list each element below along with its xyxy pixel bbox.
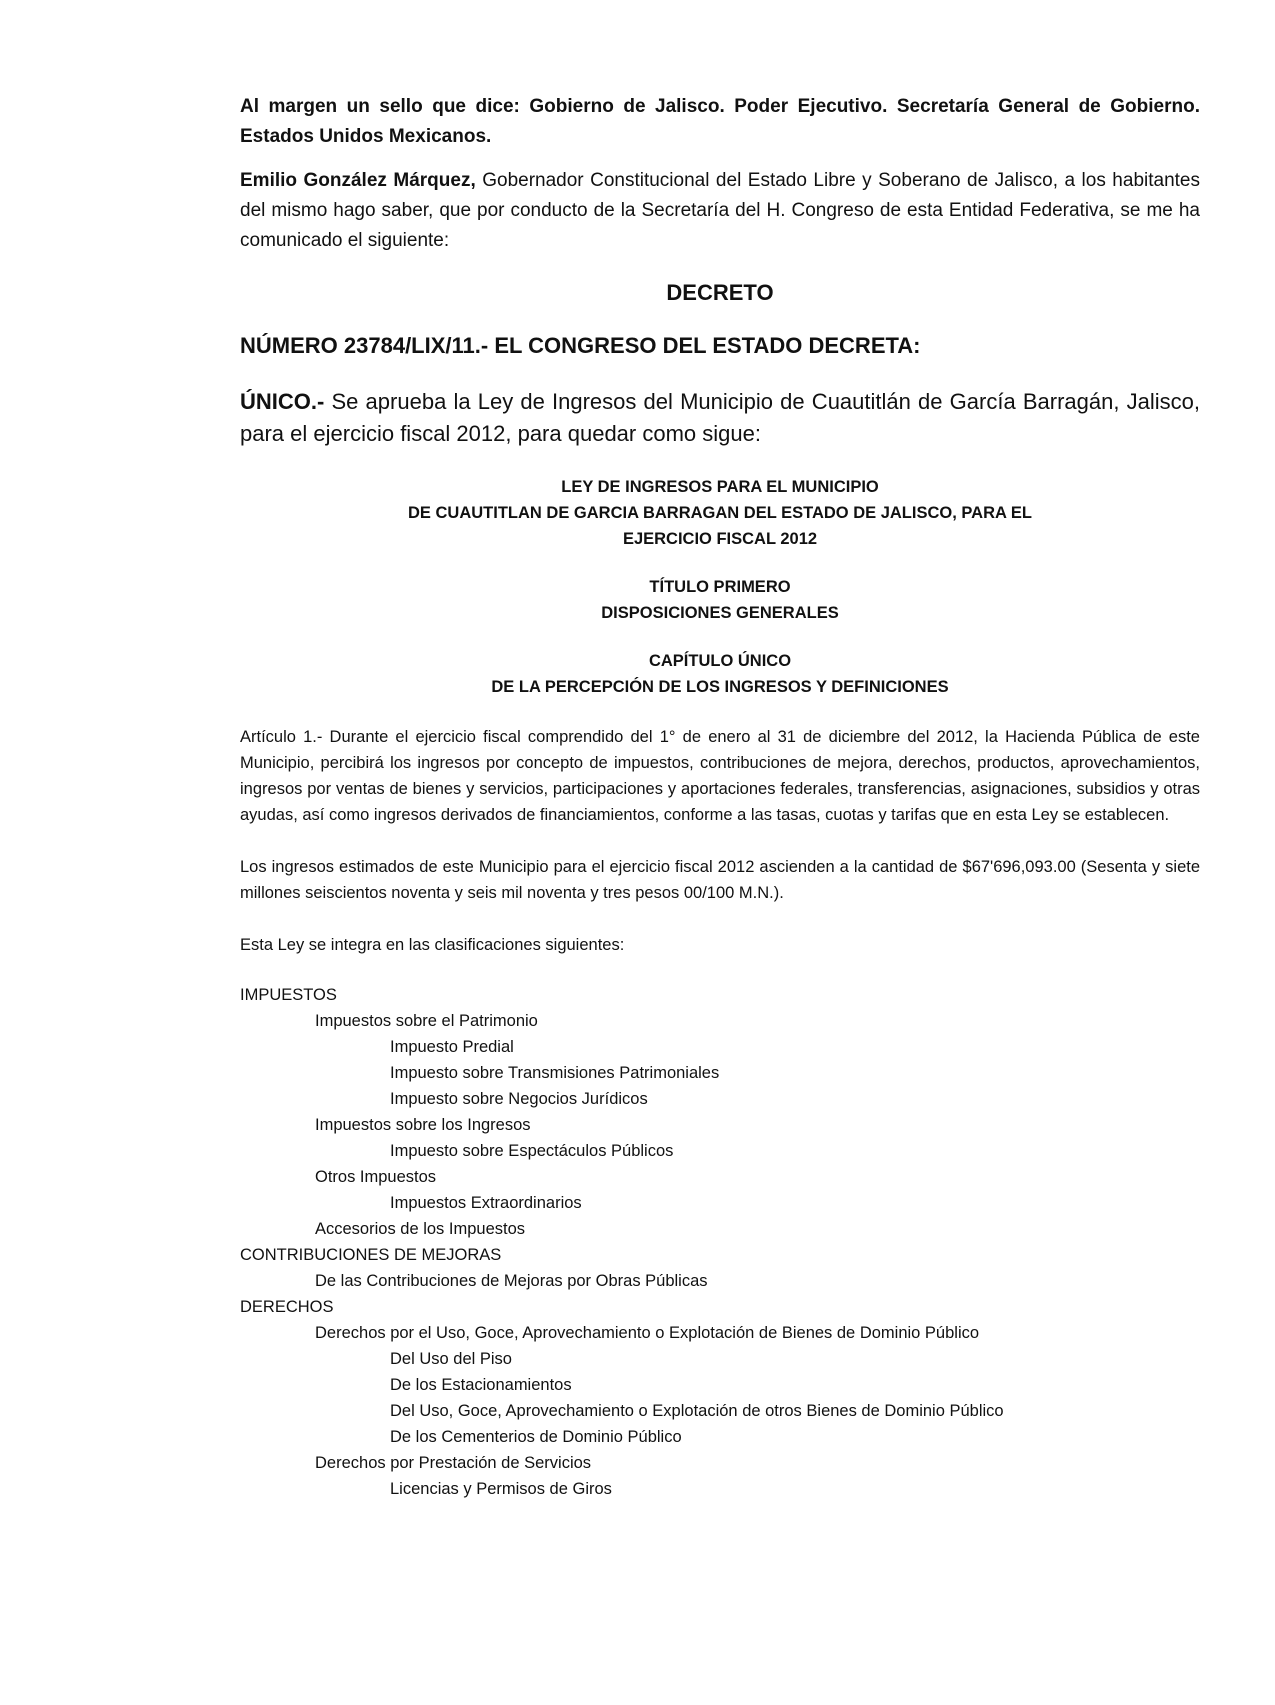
intro-text: Gobernador Constitucional del Estado Libre y Soberano de Jalisco, a los habitantes del mismo hago saber, que por conducto de la Secretaría del H. Congreso de esta Entidad Federativa, se me ha comunicado el siguiente:: [240, 170, 1200, 251]
classification-item: Licencias y Permisos de Giros: [390, 1480, 612, 1498]
governor-name: Emilio González Márquez,: [240, 170, 476, 191]
law-title: [240, 474, 1200, 552]
classification-item: Otros Impuestos: [315, 1168, 437, 1186]
decree-number: NÚMERO 23784/LIX/11.- EL CONGRESO DEL ESTADO DECRETA:: [240, 333, 921, 358]
classification-item: Del Uso, Goce, Aprovechamiento o Explotación de otros Bienes de Dominio Público: [390, 1402, 1004, 1420]
classification-item: DERECHOS: [240, 1298, 334, 1316]
law-title-line: EJERCICIO FISCAL 2012: [622, 530, 818, 548]
article-1: Artículo 1.- Durante el ejercicio fiscal comprendido del 1° de enero al 31 de diciembre del 2012, la Hacienda Pública de este Municipio, percibirá los ingresos por concepto de impuestos, contribuciones de mejora, derechos, productos, aprovechamientos, ingresos por ventas de bienes y servicios, participaciones y aportaciones federales, transferencias, asignaciones, subsidios y otras ayudas, así como ingresos derivados de financiamientos, conforme a las tasas, cuotas y tarifas que en esta Ley se establecen.: [240, 728, 1200, 824]
title-heading-line: DISPOSICIONES GENERALES: [601, 604, 839, 622]
unico-text: Se aprueba la Ley de Ingresos del Municipio de Cuautitlán de García Barragán, Jalisco, para el ejercicio fiscal 2012, para quedar como sigue:: [240, 389, 1200, 446]
chapter-heading-line: DE LA PERCEPCIÓN DE LOS INGRESOS Y DEFINICIONES: [491, 678, 949, 696]
classification-item: De las Contribuciones de Mejoras por Obras Públicas: [315, 1272, 708, 1290]
estimated-income: Los ingresos estimados de este Municipio para el ejercicio fiscal 2012 ascienden a la cantidad de $67'696,093.00 (Sesenta y siete millones seiscientos noventa y seis mil noventa y tres pesos 00/100 M.N.).: [240, 858, 1200, 902]
classification-item: CONTRIBUCIONES DE MEJORAS: [240, 1246, 502, 1264]
classification-item: Impuesto sobre Espectáculos Públicos: [390, 1142, 674, 1160]
law-title-line: LEY DE INGRESOS PARA EL MUNICIPIO: [561, 478, 879, 496]
seal-note: Al margen un sello que dice: Gobierno de Jalisco. Poder Ejecutivo. Secretaría General de Gobierno. Estados Unidos Mexicanos.: [240, 96, 1200, 147]
classification-item: Impuestos Extraordinarios: [390, 1194, 582, 1212]
classification-item: De los Cementerios de Dominio Público: [390, 1428, 682, 1446]
document-page: [240, 92, 1200, 1502]
classification-intro: Esta Ley se integra en las clasificaciones siguientes:: [240, 936, 625, 954]
classification-item: Del Uso del Piso: [390, 1350, 512, 1368]
classification-item: Impuesto sobre Negocios Jurídicos: [390, 1090, 648, 1108]
classification-item: Impuestos sobre los Ingresos: [315, 1116, 531, 1134]
title-heading: [240, 574, 1200, 626]
classification-list: [240, 982, 1200, 1502]
classification-item: Impuesto Predial: [390, 1038, 514, 1056]
chapter-heading: [240, 648, 1200, 700]
title-heading-line: TÍTULO PRIMERO: [649, 578, 791, 596]
intro-paragraph: [240, 166, 1200, 256]
classification-item: De los Estacionamientos: [390, 1376, 572, 1394]
decree-title: DECRETO: [666, 280, 774, 305]
classification-item: Accesorios de los Impuestos: [315, 1220, 526, 1238]
classification-item: IMPUESTOS: [240, 986, 337, 1004]
unico-paragraph: [240, 386, 1200, 450]
unico-label: ÚNICO.-: [240, 389, 325, 414]
chapter-heading-line: CAPÍTULO ÚNICO: [648, 652, 792, 670]
classification-item: Derechos por el Uso, Goce, Aprovechamiento o Explotación de Bienes de Dominio Público: [315, 1324, 980, 1342]
classification-item: Derechos por Prestación de Servicios: [315, 1454, 592, 1472]
law-title-line: DE CUAUTITLAN DE GARCIA BARRAGAN DEL ESTADO DE JALISCO, PARA EL: [408, 504, 1032, 522]
classification-item: Impuestos sobre el Patrimonio: [315, 1012, 538, 1030]
classification-item: Impuesto sobre Transmisiones Patrimoniales: [390, 1064, 720, 1082]
